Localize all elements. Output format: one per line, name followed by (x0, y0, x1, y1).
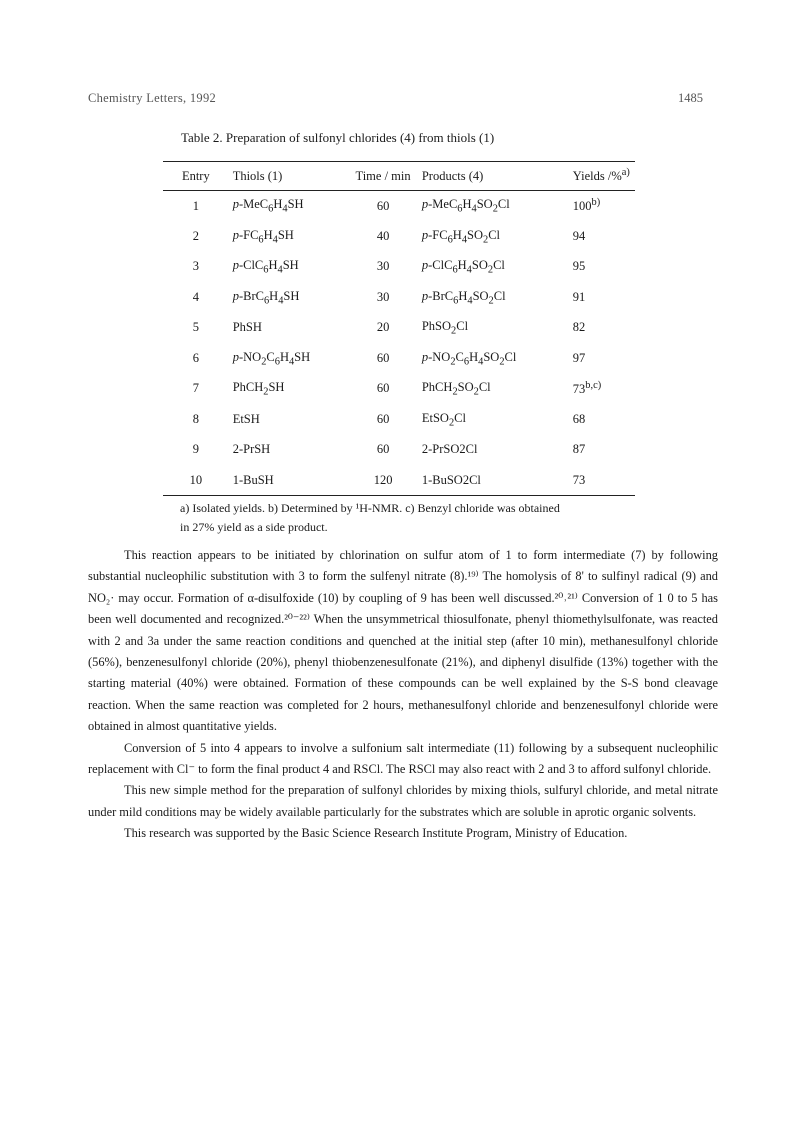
table-footnotes (180, 499, 640, 537)
yield-value: 97 (572, 350, 586, 365)
table-container (163, 161, 635, 496)
yield-footnote-mark: b,c) (585, 380, 602, 392)
cell-time: 120 (373, 472, 393, 487)
table-row (163, 435, 635, 466)
body-text (88, 545, 718, 845)
cell-yield (567, 374, 635, 405)
table-row (163, 374, 635, 405)
table-caption: Table 2. Preparation of sulfonyl chlorides (4) from thiols (1) (181, 130, 495, 145)
cell-product: $p-MeC_6H_4SO_2Cl$ (421, 197, 510, 215)
yield-value: 82 (572, 320, 586, 335)
cell-entry: 7 (192, 381, 199, 396)
yield-value: 94 (572, 228, 586, 243)
cell-time: 60 (376, 442, 390, 457)
footnote-line: in 27% yield as a side product. (180, 520, 328, 534)
cell-thiol: $p-BrC_6H_4SH$ (232, 288, 300, 306)
col-thiols: Thiols (1) (232, 168, 283, 183)
cell-thiol: 2-PrSH (232, 442, 271, 457)
cell-yield (567, 191, 635, 222)
table-row (163, 313, 635, 344)
table-row (163, 191, 635, 222)
cell-thiol: $p-NO_2C_6H_4SH$ (232, 349, 311, 367)
cell-thiol: EtSH (232, 411, 260, 426)
cell-time: 40 (376, 228, 390, 243)
col-time: Time / min (355, 168, 411, 183)
cell-yield (567, 435, 635, 466)
col-yields (567, 162, 635, 191)
cell-thiol: $p-ClC_6H_4SH$ (232, 258, 299, 276)
cell-product: $p-ClC_6H_4SO_2Cl$ (421, 258, 505, 276)
table-row (163, 282, 635, 313)
cell-yield (567, 343, 635, 374)
paragraph: This new simple method for the preparation of sulfonyl chlorides by mixing thiols, sulfuryl chloride, and metal nitrate under mild conditions may be widely available particularly for the substrates which are soluble in aprotic organic solvents. (88, 783, 718, 819)
cell-entry: 10 (189, 472, 203, 487)
sulfonyl-chloride-table (163, 161, 635, 496)
col-yields-label: Yields /% (572, 169, 622, 184)
yield-footnote-mark: b) (591, 197, 601, 209)
cell-thiol: $p-MeC_6H_4SH$ (232, 197, 304, 215)
cell-entry: 1 (192, 198, 199, 213)
cell-entry: 5 (192, 320, 199, 335)
cell-time: 60 (376, 411, 390, 426)
cell-time: 60 (376, 381, 390, 396)
table-header-row (163, 162, 635, 191)
cell-time: 60 (376, 350, 390, 365)
cell-entry: 3 (192, 259, 199, 274)
col-yields-footnote-mark: a) (621, 167, 630, 179)
cell-entry: 6 (192, 350, 199, 365)
cell-product: 1-BuSO2Cl (421, 472, 481, 487)
col-entry: Entry (181, 168, 210, 183)
cell-yield (567, 252, 635, 283)
cell-time: 60 (376, 198, 390, 213)
yield-value: 87 (572, 442, 586, 457)
cell-thiol: PhSH (232, 320, 262, 335)
cell-yield (567, 282, 635, 313)
yield-value: 73 (572, 382, 586, 397)
footnote-line: a) Isolated yields. b) Determined by ¹H-NMR. c) Benzyl chloride was obtained (180, 501, 560, 515)
cell-thiol: PhCH$_2$SH (232, 380, 285, 398)
cell-product: PhSO$_2$Cl (421, 319, 469, 337)
page-number: 1485 (678, 91, 703, 105)
cell-entry: 8 (192, 411, 199, 426)
cell-entry: 4 (192, 289, 199, 304)
paragraph: This reaction appears to be initiated by chlorination on sulfur atom of 1 to form intermediate (7) by following substantial nucleophilic substitution with 3 to form the sulfenyl nitrate (8).¹⁹⁾ The homolysis of 8' to sulfinyl radical (9) and NO₂· may occur. Formation of α-disulfoxide (10) by coupling of 9 has been well discussed.²⁰˒²¹⁾ Conversion of 1 0 to 5 has been well documented and recognized.²⁰⁻²²⁾ When the unsymmetrical thiosulfonate, phenyl thiomethylsulfonate, was reacted with 2 and 3a under the same reaction conditions and quenched at the initial step (after 10 min), methanesulfonyl chloride (56%), benzenesulfonyl chloride (20%), phenyl thiobenzenesulfonate (21%), and diphenyl disulfide (13%) together with the starting material (40%) were obtained. Formation of these compounds can be well explained by the S-S bond cleavage reaction. When the same reaction was completed for 2 hours, methanesulfonyl chloride and benzenesulfonyl chloride were obtained in almost quantitative yields. (88, 548, 718, 734)
paragraph: This research was supported by the Basic Science Research Institute Program, Ministry of Education. (124, 826, 628, 841)
cell-product: $p-BrC_6H_4SO_2Cl$ (421, 288, 506, 306)
journal-name: Chemistry Letters, 1992 (88, 91, 217, 105)
cell-thiol: $p-FC_6H_4SH$ (232, 227, 294, 245)
yield-value: 95 (572, 259, 586, 274)
col-products: Products (4) (421, 168, 484, 183)
cell-yield (567, 465, 635, 496)
cell-yield (567, 221, 635, 252)
yield-value: 100 (572, 199, 592, 214)
cell-product: EtSO$_2$Cl (421, 410, 466, 428)
yield-value: 73 (572, 472, 586, 487)
cell-product: $PhCH_2SO_2Cl$ (421, 380, 491, 398)
cell-product: $p-NO_2C_6H_4SO_2Cl$ (421, 349, 517, 367)
table-row (163, 221, 635, 252)
cell-product: 2-PrSO2Cl (421, 442, 478, 457)
cell-product: $p-FC_6H_4SO_2Cl$ (421, 227, 501, 245)
table-row (163, 465, 635, 496)
yield-value: 91 (572, 289, 586, 304)
cell-yield (567, 313, 635, 344)
yield-value: 68 (572, 411, 586, 426)
cell-time: 30 (376, 259, 390, 274)
table-row (163, 404, 635, 435)
cell-yield (567, 404, 635, 435)
cell-time: 30 (376, 289, 390, 304)
table-row (163, 343, 635, 374)
cell-time: 20 (376, 320, 390, 335)
table-body (163, 191, 635, 496)
cell-entry: 9 (192, 442, 199, 457)
cell-thiol: 1-BuSH (232, 472, 274, 487)
table-row (163, 252, 635, 283)
cell-entry: 2 (192, 228, 199, 243)
paragraph: Conversion of 5 into 4 appears to involve a sulfonium salt intermediate (11) following by a subsequent nucleophilic replacement with Cl⁻ to form the final product 4 and RSCl. The RSCl may also react with 2 and 3 to afford sulfonyl chloride. (88, 740, 718, 777)
